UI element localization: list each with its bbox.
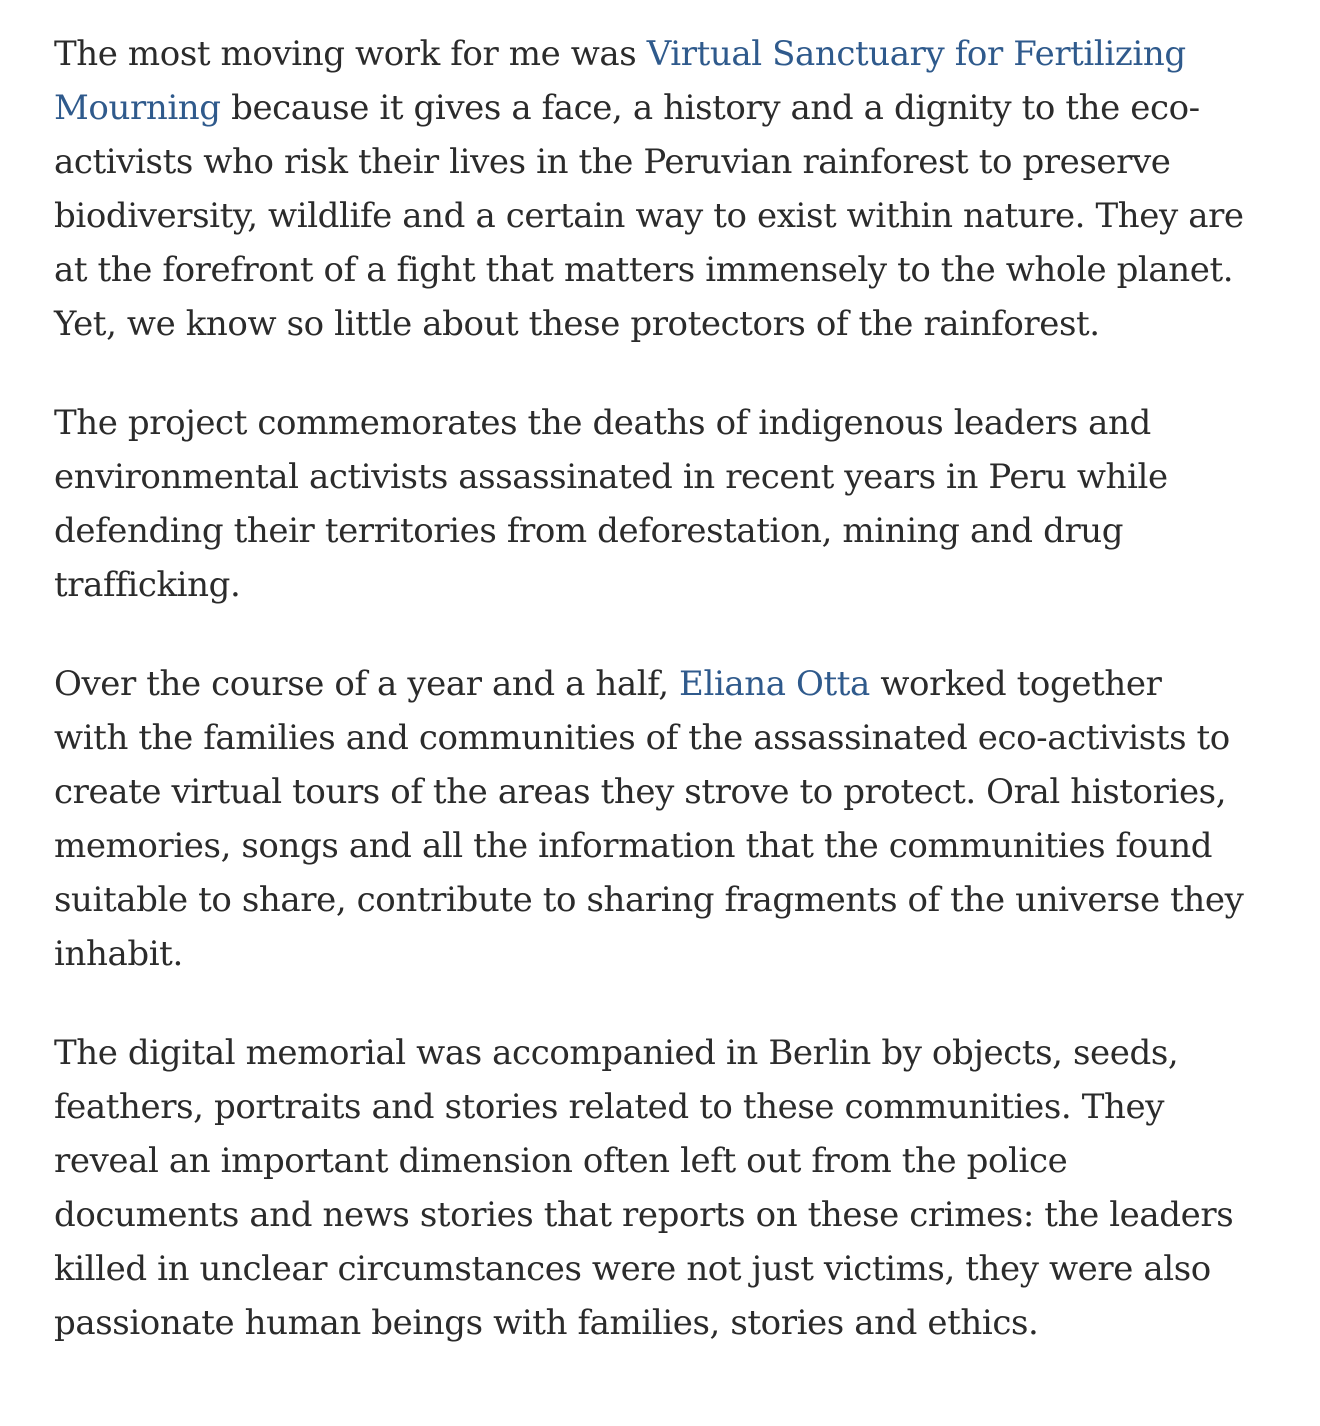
paragraph-text: The project commemorates the deaths of indigenous leaders and environmental activists assassinated in recent years in Peru while defending their territories from deforestation, mining and drug trafficking. xyxy=(54,403,1168,605)
paragraph-text: The digital memorial was accompanied in Berlin by objects, seeds, feathers, portraits and stories related to these communities. They reveal an important dimension often left out from the police documents and news stories that reports on these crimes: the leaders killed in unclear circumstances were not just victims, they were also passionate human beings with families, stories and ethics. xyxy=(54,1033,1234,1343)
paragraph-text: Over the course of a year and a half, xyxy=(54,664,680,704)
paragraph-project-commemorates xyxy=(54,396,1244,612)
article-body xyxy=(54,27,1244,1395)
paragraph-text: worked together with the families and communities of the assassinated eco-activists to create virtual tours of the areas they strove to protect. Oral histories, memories, songs and all the information that the communities found suitable to share, contribute to sharing fragments of the universe they inhabit. xyxy=(54,664,1244,974)
paragraph-text: The most moving work for me was xyxy=(54,34,647,74)
paragraph-virtual-sanctuary xyxy=(54,27,1244,351)
virtual-sanctuary-link[interactable]: Virtual Sanctuary for Fertilizing Mourning xyxy=(54,34,1186,128)
paragraph-text: because it gives a face, a history and a dignity to the eco-activists who risk their lives in the Peruvian rainforest to preserve biodiversity, wildlife and a certain way to exist within nature. They are at the forefront of a fight that matters immensely to the whole planet. Yet, we know so little about these protectors of the rainforest. xyxy=(54,88,1244,344)
eliana-otta-link[interactable]: Eliana Otta xyxy=(679,664,870,704)
paragraph-eliana-otta xyxy=(54,657,1244,981)
paragraph-digital-memorial xyxy=(54,1026,1244,1350)
